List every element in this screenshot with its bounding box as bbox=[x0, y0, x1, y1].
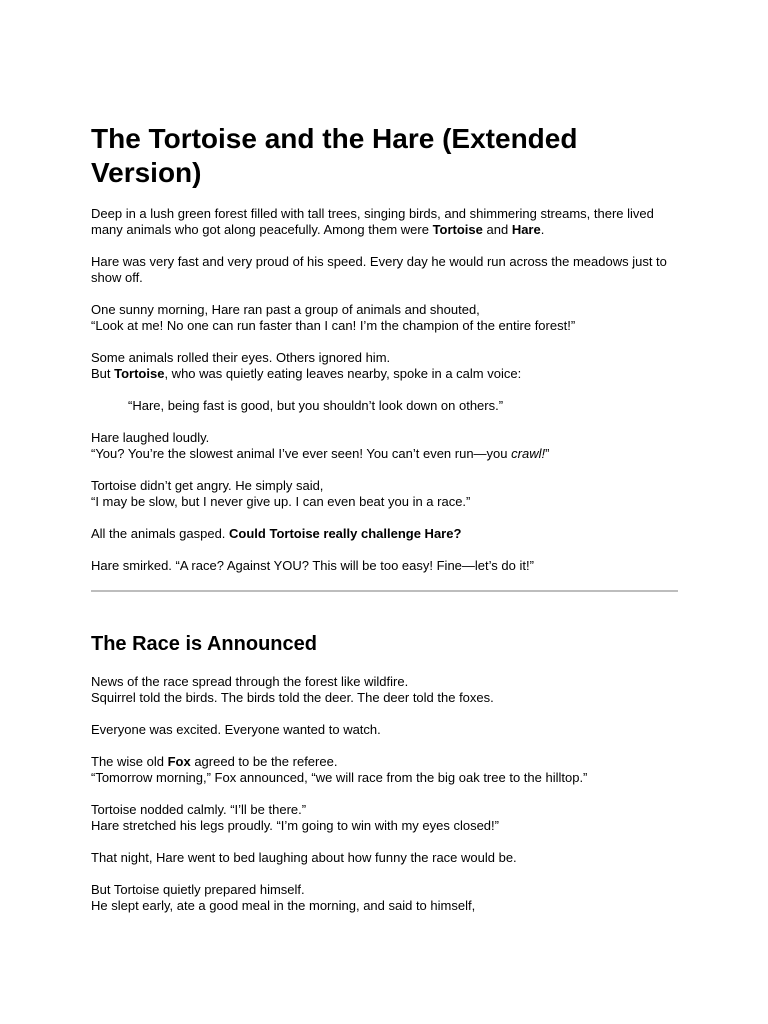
paragraph-fox-referee bbox=[91, 754, 681, 786]
bold-hare: Hare bbox=[511, 222, 541, 237]
paragraph-news-spread bbox=[91, 674, 681, 706]
text-line: He slept early, ate a good meal in the morning, and said to himself, bbox=[91, 898, 476, 913]
text-run: The wise old bbox=[91, 754, 168, 769]
text-run: and bbox=[482, 222, 512, 237]
text-line: But Tortoise quietly prepared himself. bbox=[91, 882, 305, 897]
text-line: Tortoise nodded calmly. “I’ll be there.” bbox=[91, 802, 307, 817]
block-quote: “Hare, being fast is good, but you shouldn’t look down on others.” bbox=[128, 398, 504, 413]
text-run: agreed to be the referee. bbox=[190, 754, 338, 769]
section-heading: The Race is Announced bbox=[91, 633, 317, 655]
text-line: News of the race spread through the forest like wildfire. bbox=[91, 674, 409, 689]
text-run: All the animals gasped. bbox=[91, 526, 230, 541]
paragraph-hare-speed: Hare was very fast and very proud of his speed. Every day he would run across the meadows just to show off. bbox=[91, 254, 667, 285]
document-page bbox=[91, 122, 681, 930]
paragraph-tortoise-nods bbox=[91, 802, 681, 834]
text-line: One sunny morning, Hare ran past a group of animals and shouted, bbox=[91, 302, 480, 317]
text-run: . bbox=[540, 222, 545, 237]
paragraph-that-night: That night, Hare went to bed laughing about how funny the race would be. bbox=[91, 850, 517, 865]
text-line: Some animals rolled their eyes. Others ignored him. bbox=[91, 350, 391, 365]
text-line: “Look at me! No one can run faster than I can! I’m the champion of the entire forest!” bbox=[91, 318, 576, 333]
paragraph-tortoise-reply bbox=[91, 478, 681, 510]
section-divider bbox=[91, 590, 678, 592]
document-title: The Tortoise and the Hare (Extended Version) bbox=[91, 123, 578, 188]
text-run: ” bbox=[545, 446, 550, 461]
paragraph-everyone-excited: Everyone was excited. Everyone wanted to watch. bbox=[91, 722, 381, 737]
text-line: Hare laughed loudly. bbox=[91, 430, 210, 445]
text-line: Tortoise didn’t get angry. He simply said, bbox=[91, 478, 324, 493]
text-run: Deep in a lush green forest filled with tall trees, singing birds, and shimmering streams, there lived many animals who got along peacefully. Among them were bbox=[91, 206, 654, 237]
text-run: “You? You’re the slowest animal I’ve ever seen! You can’t even run—you bbox=[91, 446, 512, 461]
paragraph-animals-react bbox=[91, 350, 681, 382]
bold-tortoise: Tortoise bbox=[432, 222, 483, 237]
paragraph-hare-smirks: Hare smirked. “A race? Against YOU? This will be too easy! Fine—let’s do it!” bbox=[91, 558, 534, 573]
bold-fox: Fox bbox=[167, 754, 191, 769]
paragraph-animals-gasp bbox=[91, 526, 681, 542]
bold-question: Could Tortoise really challenge Hare? bbox=[229, 526, 462, 541]
text-line bbox=[91, 754, 681, 770]
paragraph-sunny-morning bbox=[91, 302, 681, 334]
text-line: “Tomorrow morning,” Fox announced, “we will race from the big oak tree to the hilltop.” bbox=[91, 770, 588, 785]
paragraph-tortoise-prepares bbox=[91, 882, 681, 914]
text-line bbox=[91, 446, 681, 462]
text-line: Squirrel told the birds. The birds told the deer. The deer told the foxes. bbox=[91, 690, 494, 705]
text-line bbox=[91, 366, 681, 382]
text-line: “I may be slow, but I never give up. I can even beat you in a race.” bbox=[91, 494, 471, 509]
text-run: But bbox=[91, 366, 115, 381]
text-run: , who was quietly eating leaves nearby, spoke in a calm voice: bbox=[164, 366, 522, 381]
paragraph-intro bbox=[91, 206, 681, 238]
text-line: Hare stretched his legs proudly. “I’m going to win with my eyes closed!” bbox=[91, 818, 499, 833]
bold-tortoise: Tortoise bbox=[114, 366, 165, 381]
paragraph-hare-laughs bbox=[91, 430, 681, 462]
italic-crawl: crawl! bbox=[511, 446, 546, 461]
